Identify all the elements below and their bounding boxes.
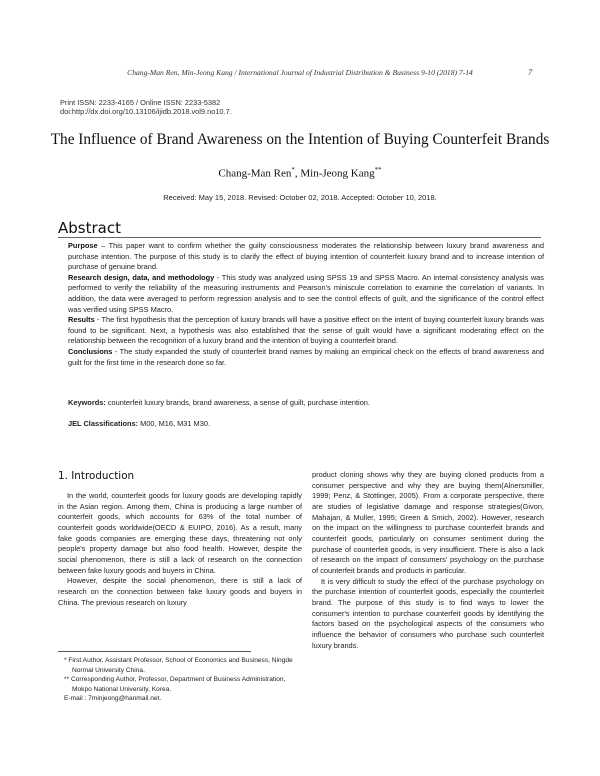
abstract-label: Conclusions	[68, 346, 113, 356]
issn-line: Print ISSN: 2233-4165 / Online ISSN: 2233-5382	[60, 98, 221, 107]
abstract-label: Results	[68, 315, 95, 325]
issn-block	[60, 98, 232, 116]
paragraph: product cloning shows why they are buying cloned products from a consumer perspective and why they are buying them(Alnersmiller, 1999; Penz, & Stottinger, 2005). From a corporate perspective, there are studies of legislative damage and response strategies(Givon, Mahajan, & Muller, 1995; Green & Smich, 2002). However, research on the impact on the willingness to purchase counterfeit brands and counterfeit goods, particularly on consumer sentiment during the purchase of counterfeit goods, is very insufficient. There is also a lack of research on the impact of consumers' psychology on the purchase of counterfeit brands and products in particular.	[312, 470, 544, 575]
section-heading-introduction: 1. Introduction	[58, 470, 135, 482]
abstract-label: Research design, data, and methodology	[68, 272, 215, 282]
abstract-text: - The study expanded the study of counterfeit brand names by making an empirical check on the effects of brand awareness and guilt for the first time in the research done so far.	[68, 346, 544, 367]
abstract-text: – This paper want to confirm whether the guilty consciousness moderates the relationship between luxury brand awareness and purchase intention. The purpose of this study is to clarify the effect of buying intention of counterfeit luxury brand and to increase intention of purchase of genuine brand.	[68, 241, 544, 272]
author-separator: ,	[294, 167, 301, 180]
footnote-corresponding-author: ** Corresponding Author, Professor, Department of Business Administration, Mokpo National University, Korea.	[64, 676, 286, 693]
paragraph: However, despite the social phenomenon, there is still a lack of research on the connection between fake luxury goods and buyers in China. The previous research on luxury	[58, 576, 302, 607]
jel-classifications	[68, 419, 544, 429]
abstract-text: - The first hypothesis that the perception of luxury brands will have a positive effect on the intent of buying counterfeit luxury brands was found to be significant. Next, a hypothesis was also established that the sense of guilt would have a significant moderating effect on the relationship between the recognition of a luxury brand and the intention of buying a counterfeit brand.	[68, 315, 544, 346]
footnote-divider	[58, 651, 251, 652]
keywords-label: Keywords:	[68, 398, 106, 407]
footnote-email: E-mail : 7minjeong@hanmail.net.	[64, 695, 162, 703]
doi-line: doi:http://dx.doi.org/10.13106/ijidb.2018.vol9.no10.7.	[60, 107, 232, 116]
jel-text: M00, M16, M31 M30.	[138, 419, 210, 428]
author-mark: *	[291, 166, 295, 174]
footnote-first-author: * First Author, Assistant Professor, School of Economics and Business, Ningde Normal University China.	[64, 657, 293, 674]
footnotes	[58, 656, 302, 704]
abstract-design	[68, 273, 544, 315]
paragraph: It is very difficult to study the effect of the purchase psychology on the purchase intention of counterfeit goods, especially the counterfeit brand. The purpose of this study is to find ways to lower the consumer's intention to purchase counterfeit goods by identifying the factors based on the psychological aspects of the consumers who influence the behavior of consumers who purchase such counterfeit luxury brands.	[312, 576, 544, 650]
abstract-heading: Abstract	[58, 219, 121, 237]
abstract-conclusions	[68, 347, 544, 368]
page-number: 7	[528, 67, 533, 77]
paragraph: In the world, counterfeit goods for luxury goods are developing rapidly in the Asian region. Among them, China is producing a large number of counterfeit goods, which accounts for 63% of the total number of counterfeit goods worldwide(OECD & EUIPO, 2016). As a result, many fake goods companies are emerging these days, threatening not only people's property damage but also food health. However, despite the social phenomenon, there is still a lack of research on the connection between fake luxury goods and buyers in China.	[58, 491, 302, 575]
keywords-text: counterfeit luxury brands, brand awareness, a sense of guilt, purchase intention.	[105, 398, 370, 407]
paper-title: The Influence of Brand Awareness on the Intention of Buying Counterfeit Brands	[50, 131, 550, 148]
abstract-body	[68, 241, 544, 368]
jel-label: JEL Classifications:	[68, 419, 139, 428]
author-name: Chang-Man Ren	[218, 167, 292, 180]
abstract-purpose	[68, 241, 544, 273]
author-line	[60, 166, 540, 180]
keywords	[68, 398, 544, 408]
submission-dates: Received: May 15, 2018. Revised: October 02, 2018. Accepted: October 10, 2018.	[163, 193, 437, 202]
author-mark: **	[374, 166, 382, 174]
abstract-label: Purpose	[68, 241, 98, 250]
left-column	[58, 491, 302, 608]
abstract-results	[68, 315, 544, 347]
abstract-text: - This study was analyzed using SPSS 19 and SPSS Macro. An internal consistency analysis was performed to verify the reliability of the measuring instruments and Pearson's miniscule correlation to examine the correlation of variants. In addition, the data were averaged to perform regression analysis and to see the control effects of guilt, and the significance of the control effect was verified using SPSS Macro.	[68, 272, 544, 314]
right-column	[312, 470, 544, 651]
running-header: Chang-Man Ren, Min-Jeong Kang / International Journal of Industrial Distribution & Business 9-10 (2018) 7-14	[127, 68, 473, 77]
abstract-divider	[58, 237, 541, 238]
author-name: Min-Jeong Kang	[300, 167, 375, 180]
